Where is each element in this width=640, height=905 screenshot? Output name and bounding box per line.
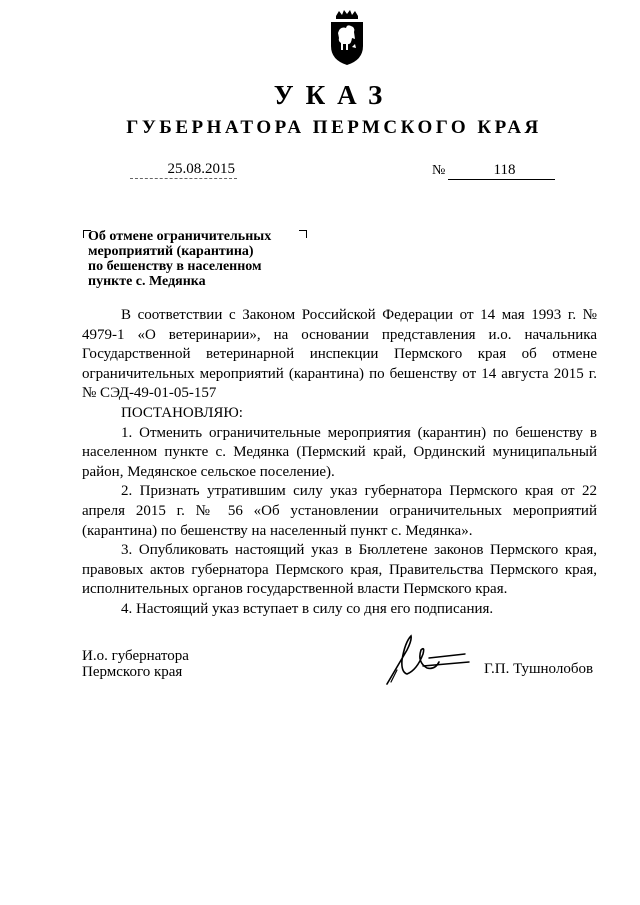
decree-date: 25.08.2015	[130, 161, 237, 179]
coat-of-arms-icon	[328, 10, 366, 66]
clause-3: 3. Опубликовать настоящий указ в Бюллетене законов Пермского края, правовых актов губернатора Пермского края, Правительства Пермского края, исполнительных органов государственной власти Пермского края.	[82, 542, 597, 598]
decree-heading: Об отмене ограничительных мероприятий (карантина) по бешенству в населенном пункте с. Медянка	[88, 229, 272, 289]
handwritten-signature	[377, 632, 472, 687]
issuer-subtitle: ГУБЕРНАТОРА ПЕРМСКОГО КРАЯ	[126, 117, 542, 138]
clause-2: 2. Признать утратившим силу указ губернатора Пермского края от 22 апреля 2015 г. № 56 «Об установлении ограничительных мероприятий (карантина) по бешенству на населенный пункт с. Медянка».	[82, 483, 597, 539]
signatory-name: Г.П. Тушнолобов	[484, 661, 594, 677]
decree-number: 118	[448, 162, 555, 180]
clause-1: 1. Отменить ограничительные мероприятия (карантин) по бешенству в населенном пункте с. Медянка (Пермский край, Ординский муниципальный район, Медянское сельское поселение).	[82, 424, 597, 480]
preamble-paragraph: В соответствии с Законом Российской Федерации от 14 мая 1993 г. № 4979-1 «О ветеринарии», на основании представления и.о. начальника Государственной ветеринарной инспекции Пермского края об отмене ограничительных мероприятий (карантина) по бешенству от 14 августа 2015 г. № СЭД-49-01-05-157	[82, 307, 597, 402]
number-sign: №	[432, 163, 446, 178]
clause-4: 4. Настоящий указ вступает в силу со дня его подписания.	[121, 600, 494, 617]
resolution-word: ПОСТАНОВЛЯЮ:	[121, 404, 243, 421]
decree-body	[82, 306, 597, 620]
document-type-title: УКАЗ	[273, 80, 395, 110]
signatory-title: И.о. губернатора Пермского края	[82, 648, 189, 680]
